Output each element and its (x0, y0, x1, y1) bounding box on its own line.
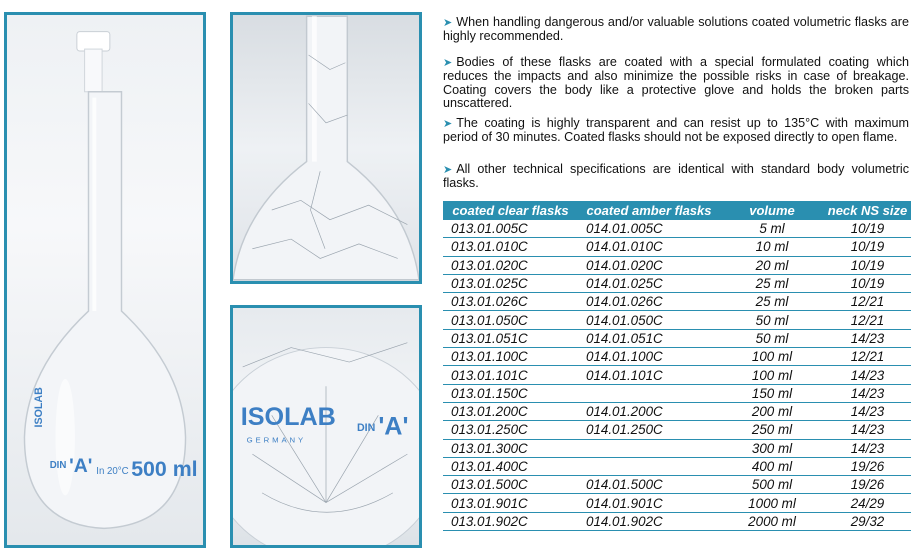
cell-volume: 50 ml (720, 311, 824, 329)
table-row (443, 220, 911, 238)
cell-amber-code (578, 384, 720, 402)
cell-amber-code: 014.01.101C (578, 366, 720, 384)
cell-volume: 1000 ml (720, 494, 824, 512)
base-din-label: DIN (357, 421, 376, 434)
product-table (443, 201, 911, 531)
cell-volume: 400 ml (720, 457, 824, 475)
table-header-row (443, 201, 911, 220)
cell-clear-code: 013.01.150C (443, 384, 578, 402)
cell-amber-code: 014.01.200C (578, 402, 720, 420)
cell-neck-size: 14/23 (824, 402, 911, 420)
cell-neck-size: 14/23 (824, 384, 911, 402)
base-illustration (233, 308, 419, 545)
table-row (443, 329, 911, 347)
paragraph-2 (443, 56, 909, 111)
cell-amber-code: 014.01.100C (578, 348, 720, 366)
cell-volume: 25 ml (720, 293, 824, 311)
cell-amber-code: 014.01.020C (578, 256, 720, 274)
paragraph-1 (443, 16, 909, 44)
flask-din-label: DIN (49, 460, 67, 472)
header-neck-size: neck NS size (824, 201, 911, 220)
paragraph-2-text: Bodies of these flasks are coated with a special formulated coating which reduces the impacts and also minimize the possible risks in case of breakage. Coating covers the body like a protective glove and holds the broken parts unscattered. (443, 55, 909, 111)
table-row (443, 238, 911, 256)
cell-amber-code: 014.01.010C (578, 238, 720, 256)
table-row (443, 348, 911, 366)
cell-volume: 200 ml (720, 402, 824, 420)
header-volume: volume (720, 201, 824, 220)
paragraph-4-text: All other technical specifications are identical with standard body volumetric flasks. (443, 162, 909, 191)
table-row (443, 457, 911, 475)
cell-clear-code: 013.01.005C (443, 220, 578, 238)
header-coated-clear: coated clear flasks (443, 201, 578, 220)
cell-volume: 300 ml (720, 439, 824, 457)
cell-neck-size: 19/26 (824, 457, 911, 475)
base-closeup-photo (230, 305, 422, 548)
cell-amber-code: 014.01.902C (578, 512, 720, 530)
cell-amber-code: 014.01.026C (578, 293, 720, 311)
cell-clear-code: 013.01.026C (443, 293, 578, 311)
cell-neck-size: 12/21 (824, 348, 911, 366)
cell-clear-code: 013.01.101C (443, 366, 578, 384)
cell-neck-size: 12/21 (824, 311, 911, 329)
cell-amber-code: 014.01.500C (578, 476, 720, 494)
cell-clear-code: 013.01.901C (443, 494, 578, 512)
cell-neck-size: 14/23 (824, 329, 911, 347)
paragraph-4 (443, 163, 909, 191)
neck-closeup-photo (230, 12, 422, 284)
cell-volume: 2000 ml (720, 512, 824, 530)
cell-volume: 20 ml (720, 256, 824, 274)
cell-neck-size: 24/29 (824, 494, 911, 512)
table-row (443, 494, 911, 512)
cell-clear-code: 013.01.025C (443, 274, 578, 292)
cell-amber-code: 014.01.025C (578, 274, 720, 292)
cell-amber-code: 014.01.050C (578, 311, 720, 329)
cell-clear-code: 013.01.250C (443, 421, 578, 439)
arrow-bullet-icon: ➤ (443, 17, 453, 29)
header-coated-amber: coated amber flasks (578, 201, 720, 220)
table-row (443, 293, 911, 311)
cell-neck-size: 29/32 (824, 512, 911, 530)
arrow-bullet-icon: ➤ (443, 57, 453, 69)
cell-amber-code: 014.01.250C (578, 421, 720, 439)
table-row (443, 439, 911, 457)
table-row (443, 402, 911, 420)
cell-neck-size: 14/23 (824, 366, 911, 384)
cell-clear-code: 013.01.051C (443, 329, 578, 347)
base-brand-label: ISOLAB (240, 403, 336, 432)
cell-volume: 500 ml (720, 476, 824, 494)
cell-neck-size: 14/23 (824, 439, 911, 457)
cell-amber-code: 014.01.901C (578, 494, 720, 512)
paragraph-1-text: When handling dangerous and/or valuable solutions coated volumetric flasks are highly recommended. (443, 15, 909, 44)
table-row (443, 512, 911, 530)
paragraph-3 (443, 117, 909, 145)
cell-volume: 10 ml (720, 238, 824, 256)
cell-neck-size: 10/19 (824, 256, 911, 274)
base-class-label: 'A' (378, 412, 409, 441)
paragraph-3-text: The coating is highly transparent and can resist up to 135°C with maximum period of 30 minutes. Coated flasks should not be exposed directly to open flame. (443, 116, 909, 145)
cell-amber-code (578, 439, 720, 457)
cell-clear-code: 013.01.100C (443, 348, 578, 366)
table-row (443, 421, 911, 439)
cell-volume: 5 ml (720, 220, 824, 238)
cell-amber-code (578, 457, 720, 475)
cell-neck-size: 19/26 (824, 476, 911, 494)
cell-clear-code: 013.01.300C (443, 439, 578, 457)
neck-illustration (233, 15, 419, 281)
base-country-label: GERMANY (246, 435, 307, 445)
table-row (443, 476, 911, 494)
cell-clear-code: 013.01.020C (443, 256, 578, 274)
flask-class-label: 'A' (69, 455, 93, 478)
cell-volume: 250 ml (720, 421, 824, 439)
table-row (443, 366, 911, 384)
cell-volume: 150 ml (720, 384, 824, 402)
flask-volume-label: 500 ml (131, 457, 198, 481)
arrow-bullet-icon: ➤ (443, 118, 453, 130)
cell-volume: 25 ml (720, 274, 824, 292)
cell-neck-size: 10/19 (824, 220, 911, 238)
cell-clear-code: 013.01.902C (443, 512, 578, 530)
table-row (443, 311, 911, 329)
table-row (443, 274, 911, 292)
cell-neck-size: 12/21 (824, 293, 911, 311)
cell-amber-code: 014.01.051C (578, 329, 720, 347)
table-body (443, 220, 911, 531)
cell-neck-size: 10/19 (824, 238, 911, 256)
cell-volume: 100 ml (720, 348, 824, 366)
flask-temp-label: In 20°C (96, 466, 129, 478)
flask-illustration (7, 15, 203, 545)
cell-volume: 100 ml (720, 366, 824, 384)
flask-brand-label: ISOLAB (32, 387, 45, 428)
cell-amber-code: 014.01.005C (578, 220, 720, 238)
arrow-bullet-icon: ➤ (443, 164, 453, 176)
cell-neck-size: 14/23 (824, 421, 911, 439)
cell-clear-code: 013.01.200C (443, 402, 578, 420)
table-row (443, 256, 911, 274)
flask-photo (4, 12, 206, 548)
cell-clear-code: 013.01.010C (443, 238, 578, 256)
cell-clear-code: 013.01.050C (443, 311, 578, 329)
table-row (443, 384, 911, 402)
cell-clear-code: 013.01.400C (443, 457, 578, 475)
cell-neck-size: 10/19 (824, 274, 911, 292)
cell-clear-code: 013.01.500C (443, 476, 578, 494)
cell-volume: 50 ml (720, 329, 824, 347)
